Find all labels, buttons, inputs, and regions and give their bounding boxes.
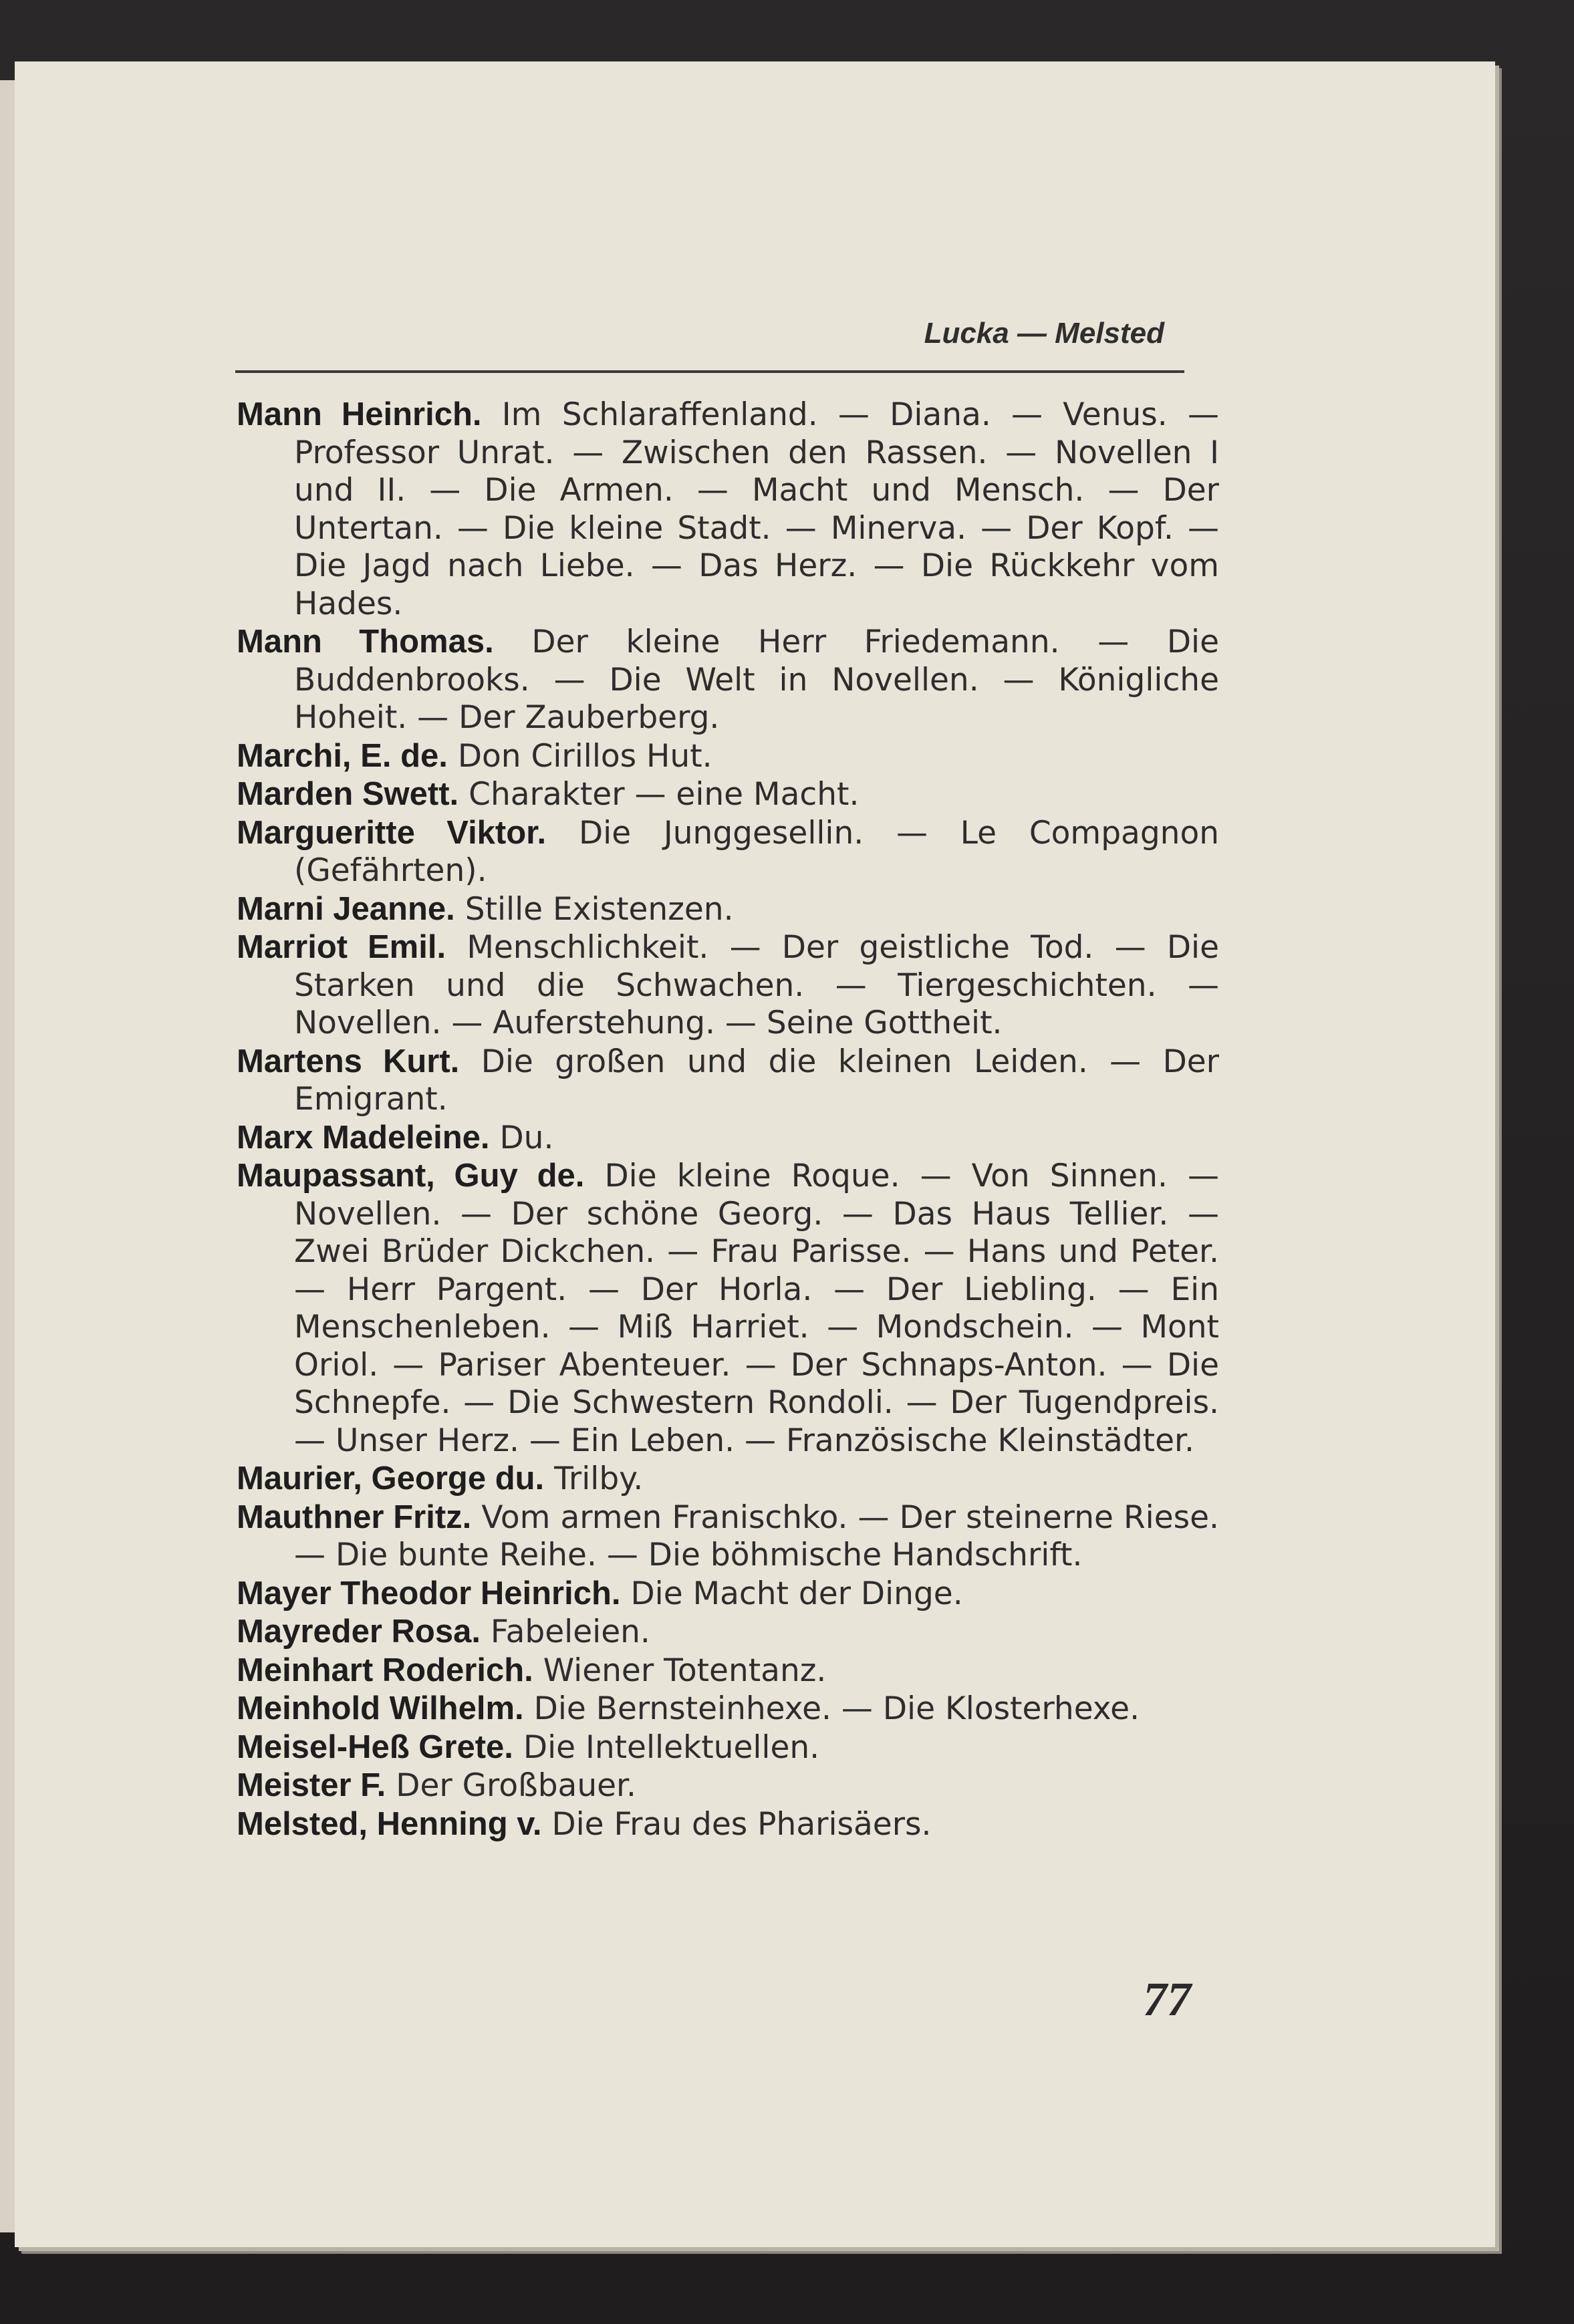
entry-author: Marden Swett.: [237, 776, 459, 812]
entry-works: Du.: [499, 1119, 554, 1156]
index-entry: [237, 1728, 1219, 1767]
index-entry: [237, 1613, 1219, 1652]
entry-works: Der Großbauer.: [396, 1767, 636, 1804]
entry-author: Melsted, Henning v.: [237, 1805, 542, 1842]
index-entry: [237, 775, 1219, 814]
entry-works: Die Frau des Pharisäers.: [551, 1805, 932, 1843]
entry-works: Die Junggesellin. — Le Compagnon (Gefährten).: [294, 814, 1219, 889]
page-number: 77: [1143, 1972, 1191, 2026]
entry-author: Mayreder Rosa.: [237, 1613, 481, 1650]
index-entry: [237, 1690, 1219, 1728]
index-entry: [237, 1805, 1219, 1844]
entry-author: Meister F.: [237, 1767, 386, 1803]
entry-works: Die kleine Roque. — Von Sinnen. — Novellen. — Der schöne Georg. — Das Haus Tellier. — Zwei Brüder Dickchen. — Frau Parisse. — Hans und Peter. — Herr Pargent. — Der Horla. — Der Liebling. — Ein Menschenleben. — Miß Harriet. — Mondschein. — Mont Oriol. — Pariser Abenteuer. — Der Schnaps-Anton. — Die Schnepfe. — Die Schwestern Rondoli. — Der Tugendpreis. — Unser Herz. — Ein Leben. — Französische Kleinstädter.: [294, 1158, 1219, 1459]
entry-works: Don Cirillos Hut.: [457, 737, 712, 775]
entry-author: Mann Heinrich.: [237, 396, 482, 432]
entry-author: Marx Madeleine.: [237, 1119, 490, 1156]
entry-author: Marni Jeanne.: [237, 890, 455, 927]
entry-works: Wiener Totentanz.: [543, 1652, 827, 1689]
index-entry: [237, 928, 1219, 1043]
entry-author: Maurier, George du.: [237, 1460, 545, 1497]
entry-works: Die Intellektuellen.: [523, 1728, 820, 1766]
entry-works: Vom armen Franischko. — Der steinerne Riese. — Die bunte Reihe. — Die böhmische Handschrift.: [294, 1499, 1219, 1573]
entry-author: Meinhart Roderich.: [237, 1652, 533, 1688]
entry-author: Maupassant, Guy de.: [237, 1158, 585, 1194]
index-entry: [237, 1499, 1219, 1575]
index-entry: [237, 1575, 1219, 1613]
index-entry: [237, 623, 1219, 737]
index-entry: [237, 814, 1219, 890]
index-entry: [237, 1460, 1219, 1499]
entry-works: Menschlichkeit. — Der geistliche Tod. — Die Starken und die Schwachen. — Tiergeschichten. — Novellen. — Auferstehung. — Seine Gottheit.: [294, 929, 1219, 1041]
entry-works: Im Schlaraffenland. — Diana. — Venus. — Professor Unrat. — Zwischen den Rassen. — Novellen I und II. — Die Armen. — Macht und Mensch. — Der Untertan. — Die kleine Stadt. — Minerva. — Der Kopf. — Die Jagd nach Liebe. — Das Herz. — Die Rückkehr vom Hades.: [294, 396, 1219, 622]
index-entry: [237, 737, 1219, 776]
index-entry: [237, 890, 1219, 929]
running-head-text: Lucka — Melsted: [924, 317, 1164, 350]
entry-author: Meisel-Heß Grete.: [237, 1728, 513, 1765]
facing-page-edge: [0, 80, 15, 2232]
running-header: [235, 310, 1184, 373]
entry-works: Der kleine Herr Friedemann. — Die Buddenbrooks. — Die Welt in Novellen. — Königliche Hoheit. — Der Zauberberg.: [294, 624, 1219, 736]
entry-works: Die Macht der Dinge.: [630, 1575, 963, 1612]
entry-author: Martens Kurt.: [237, 1043, 460, 1079]
entry-author: Marriot Emil.: [237, 929, 446, 965]
entry-author: Mauthner Fritz.: [237, 1499, 472, 1535]
entry-works: Fabeleien.: [490, 1613, 650, 1650]
index-entry: [237, 1767, 1219, 1805]
entry-works: Charakter — eine Macht.: [469, 776, 860, 813]
index-entry: [237, 1119, 1219, 1158]
entry-author: Meinhold Wilhelm.: [237, 1690, 524, 1726]
index-entry: [237, 1043, 1219, 1119]
entry-works: Stille Existenzen.: [465, 890, 734, 928]
entry-author: Mann Thomas.: [237, 624, 494, 660]
entry-author: Marchi, E. de.: [237, 737, 448, 774]
entry-works: Trilby.: [554, 1460, 644, 1497]
page: [15, 61, 1495, 2247]
index-entry: [237, 1157, 1219, 1460]
entry-works: Die großen und die kleinen Leiden. — Der Emigrant.: [294, 1043, 1219, 1118]
index-entry: [237, 396, 1219, 623]
author-index: [237, 396, 1219, 1843]
entry-works: Die Bernsteinhexe. — Die Klosterhexe.: [533, 1690, 1140, 1727]
index-entry: [237, 1652, 1219, 1690]
entry-author: Margueritte Viktor.: [237, 814, 547, 851]
entry-author: Mayer Theodor Heinrich.: [237, 1575, 621, 1611]
